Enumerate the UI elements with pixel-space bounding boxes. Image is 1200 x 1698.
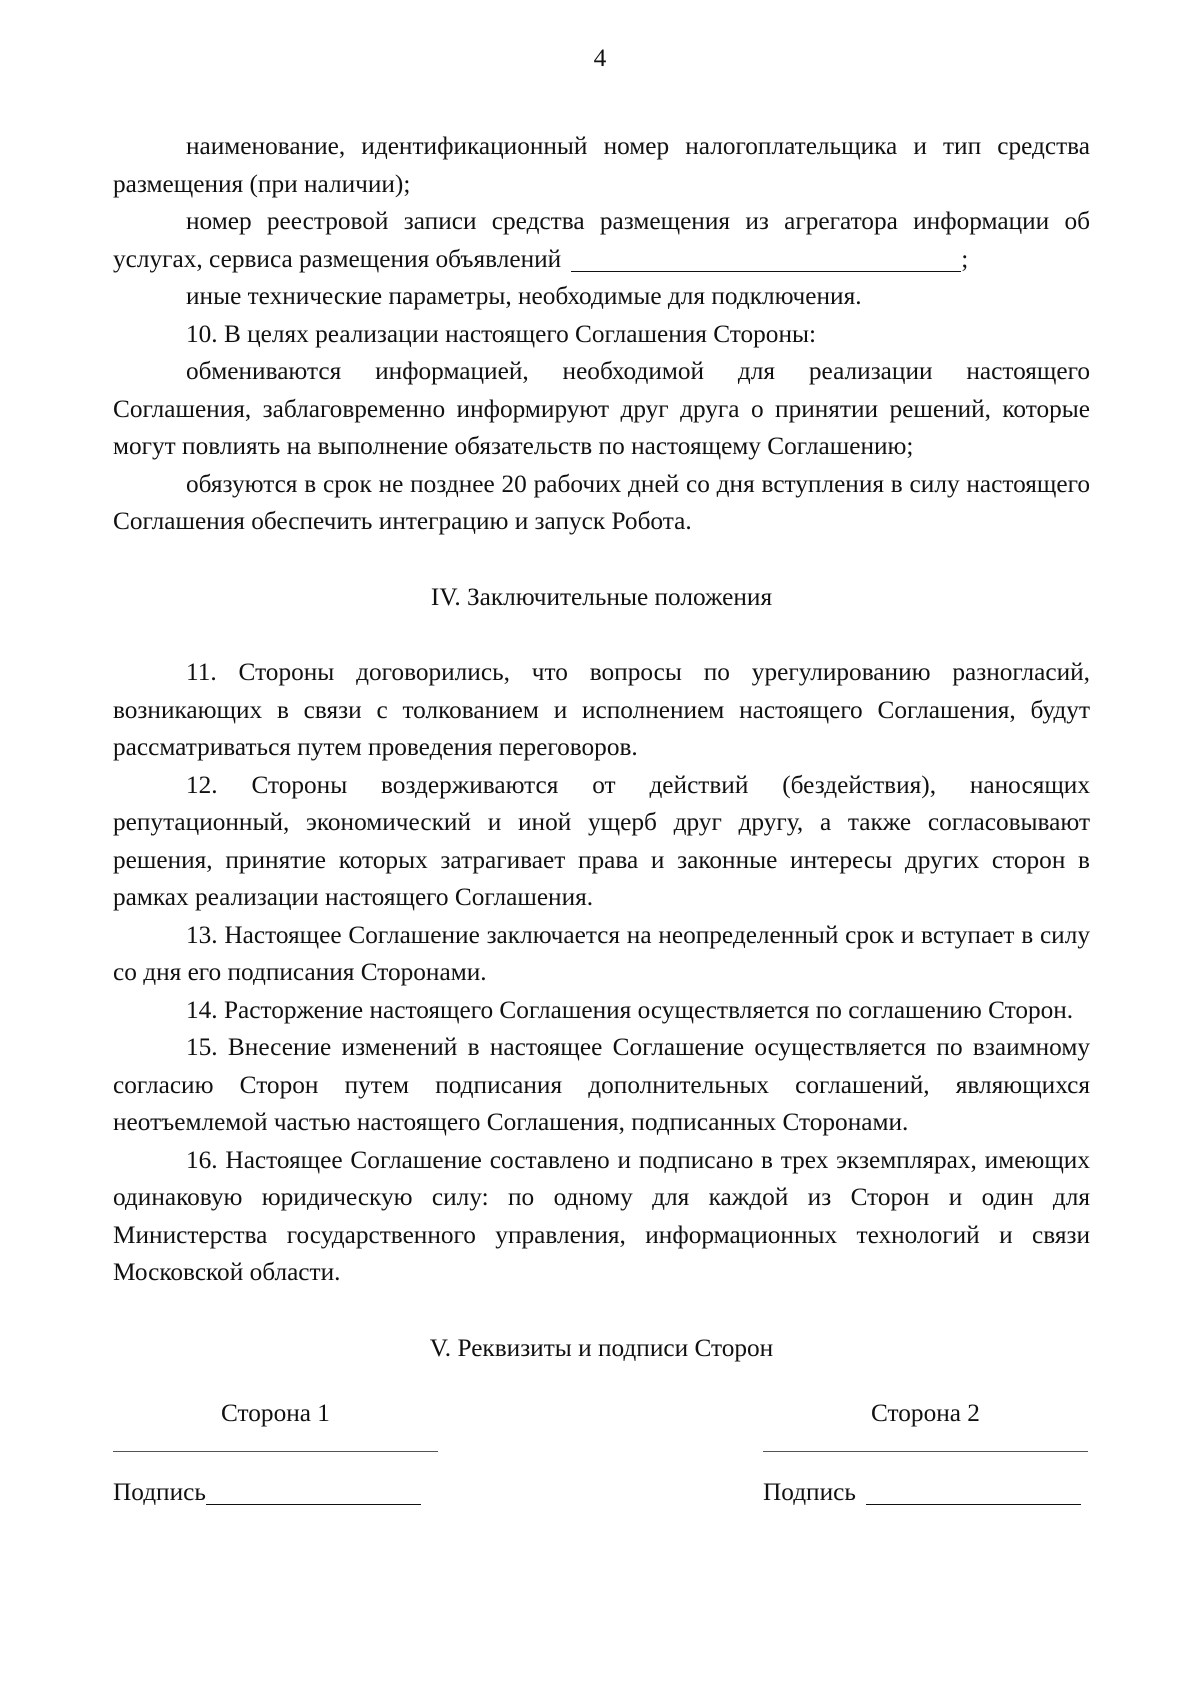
party-2-title: Сторона 2 [871,1399,980,1427]
paragraph-technical-parameters: иные технические параметры, необходимые для подключения. [186,282,862,310]
party-1-signature-label: Подпись [113,1477,206,1506]
registry-text: номер реестровой записи средства размещения из агрегатора информации об услугах, сервиса размещения объявлений [113,207,1090,273]
clause-14: 14. Расторжение настоящего Соглашения осуществляется по соглашению Сторон. [186,995,1074,1024]
document-body [113,128,1090,1595]
party-2-name-line [763,1433,1088,1452]
clause-10: 10. В целях реализации настоящего Соглашения Стороны: [186,319,817,348]
clause-12: 12. Стороны воздерживаются от действий (бездействия), наносящих репутационный, экономический и иной ущерб друг другу, а также согласовывают решения, принятие которых затрагивает права и законные интересы других сторон в рамках реализации настоящего Соглашения. [113,770,1090,911]
party-1-signature-line [206,1479,421,1505]
clause-15: 15. Внесение изменений в настоящее Соглашение осуществляется по взаимному согласию Сторон путем подписания дополнительных соглашений, являющихся неотъемлемой частью настоящего Соглашения, подписанных Сторонами. [113,1033,1090,1136]
registry-blank-line [571,246,961,272]
signature-block [113,1395,1090,1595]
paragraph-name-inn: наименование, идентификационный номер налогоплательщика и тип средства размещения (при наличии); [113,132,1090,198]
paragraph-registry-number [113,203,1090,278]
registry-end: ; [961,244,969,273]
clause-13: 13. Настоящее Соглашение заключается на неопределенный срок и вступает в силу со дня его подписания Сторонами. [113,920,1090,986]
page-number: 4 [593,44,607,72]
section-4-heading: IV. Заключительные положения [430,582,773,611]
party-2-signature-row [763,1474,1088,1512]
party-1-title: Сторона 1 [221,1399,330,1427]
clause-10-integration: обязуются в срок не позднее 20 рабочих дней со дня вступления в силу настоящего Соглашения обеспечить интеграцию и запуск Робота. [113,469,1090,535]
clause-10-exchange: обмениваются информацией, необходимой для реализации настоящего Соглашения, заблаговременно информируют друг друга о принятии решений, которые могут повлиять на выполнение обязательств по настоящему Соглашению; [113,357,1090,460]
party-1-name-line [113,1433,438,1452]
party-2-block [763,1395,1088,1511]
party-2-signature-label: Подпись [763,1477,856,1506]
section-5-heading: V. Реквизиты и подписи Сторон [429,1333,774,1362]
clause-11: 11. Стороны договорились, что вопросы по урегулированию разногласий, возникающих в связи с толкованием и исполнением настоящего Соглашения, будут рассматриваться путем проведения переговоров. [113,658,1090,761]
party-1-signature-row [113,1474,438,1512]
clause-16: 16. Настоящее Соглашение составлено и подписано в трех экземплярах, имеющих одинаковую юридическую силу: по одному для каждой из Сторон и один для Министерства государственного управления, информационных технологий и связи Московской области. [113,1145,1090,1286]
party-2-signature-line [866,1479,1081,1505]
party-1-block [113,1395,438,1511]
